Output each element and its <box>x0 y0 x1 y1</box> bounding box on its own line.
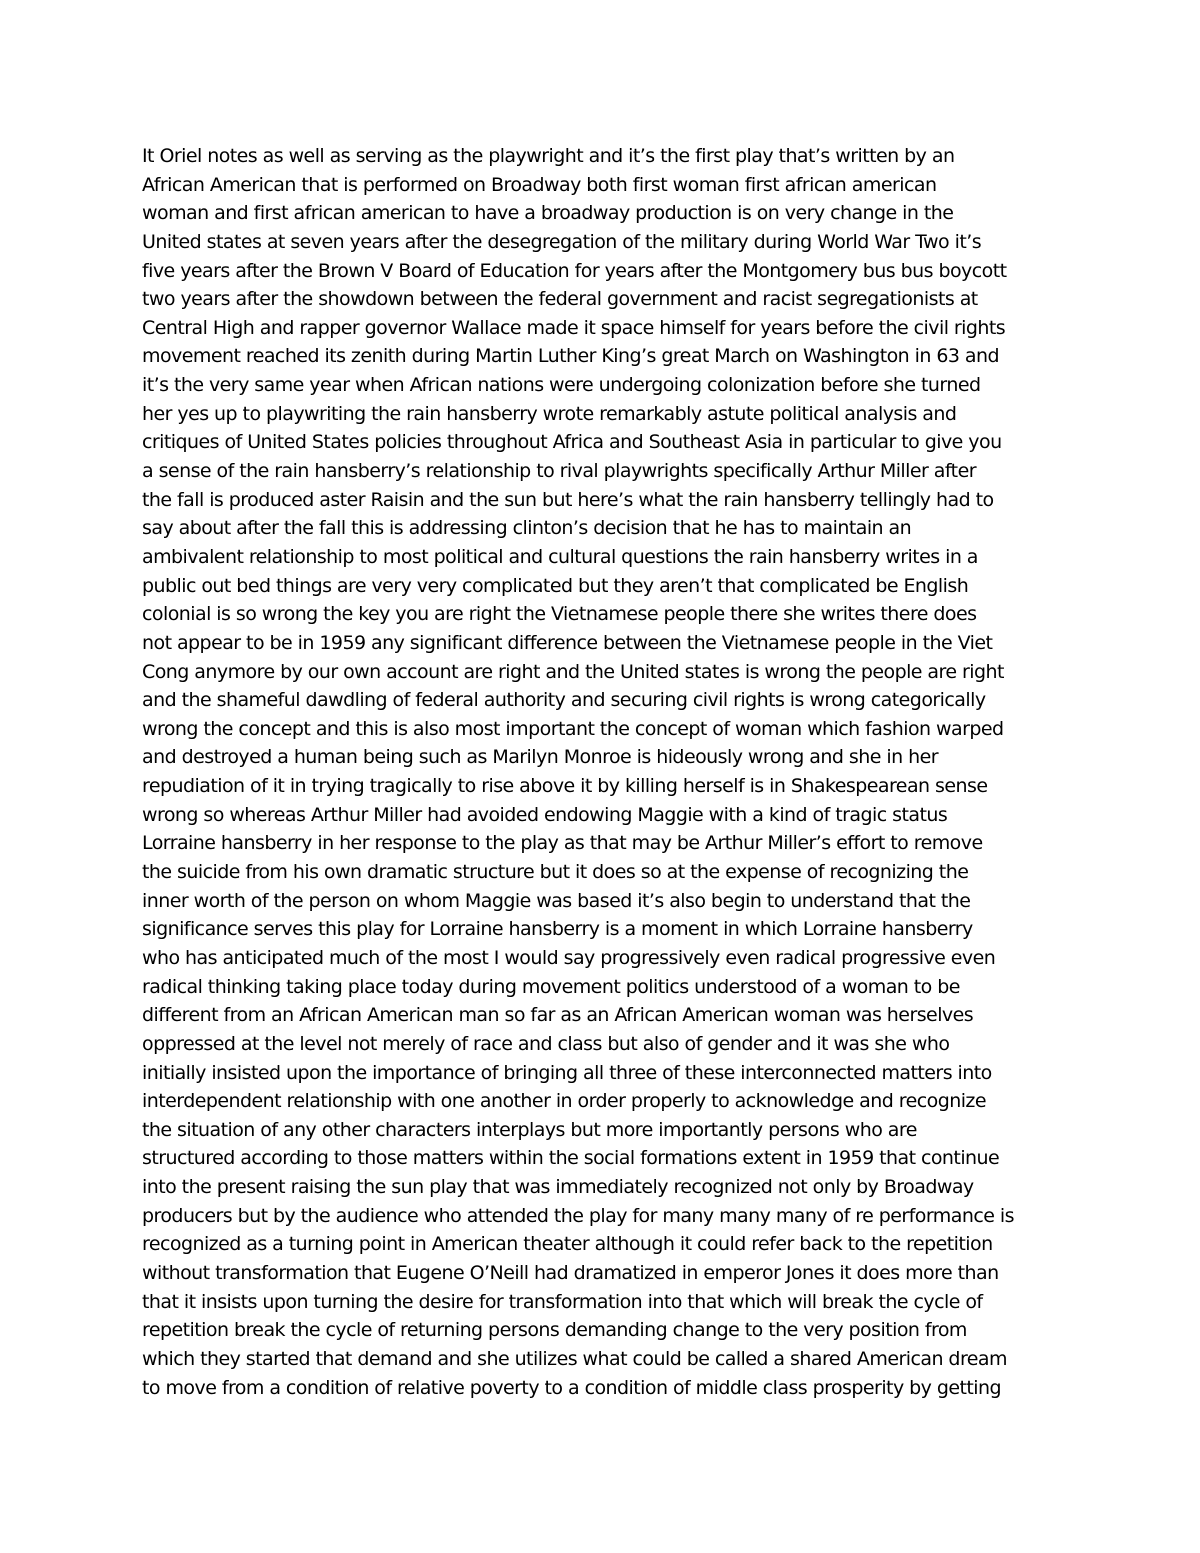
text-line: her yes up to playwriting the rain hansberry wrote remarkably astute political analysis and <box>142 402 957 425</box>
text-line: initially insisted upon the importance of bringing all three of these interconnected matters into <box>142 1061 992 1084</box>
text-line: public out bed things are very very complicated but they aren’t that complicated be English <box>142 574 969 597</box>
text-line: into the present raising the sun play that was immediately recognized not only by Broadway <box>142 1176 974 1199</box>
text-line: wrong so whereas Arthur Miller had avoided endowing Maggie with a kind of tragic status <box>142 803 948 826</box>
text-line: it’s the very same year when African nations were undergoing colonization before she turned <box>142 374 981 397</box>
text-line: Central High and rapper governor Wallace made it space himself for years before the civil rights <box>142 316 1006 339</box>
text-line: It Oriel notes as well as serving as the playwright and it’s the first play that’s written by an <box>142 145 955 167</box>
text-line: structured according to those matters within the social formations extent in 1959 that continue <box>142 1147 1000 1170</box>
text-line: two years after the showdown between the federal government and racist segregationists at <box>142 288 978 311</box>
text-line: five years after the Brown V Board of Education for years after the Montgomery bus bus boycott <box>142 259 1007 282</box>
text-line: the situation of any other characters interplays but more importantly persons who are <box>142 1118 917 1141</box>
text-line: and the shameful dawdling of federal authority and securing civil rights is wrong categorically <box>142 689 986 712</box>
text-line: and destroyed a human being such as Marilyn Monroe is hideously wrong and she in her <box>142 746 938 769</box>
text-line: that it insists upon turning the desire for transformation into that which will break the cycle of <box>142 1290 983 1313</box>
text-line: United states at seven years after the desegregation of the military during World War Two it’s <box>142 230 982 253</box>
text-line: African American that is performed on Broadway both first woman first african american <box>142 173 937 196</box>
text-line: critiques of United States policies throughout Africa and Southeast Asia in particular to give you <box>142 431 1002 454</box>
text-line: which they started that demand and she utilizes what could be called a shared American dream <box>142 1347 1007 1370</box>
text-line: movement reached its zenith during Martin Luther King’s great March on Washington in 63 and <box>142 345 1000 368</box>
text-line: interdependent relationship with one another in order properly to acknowledge and recognize <box>142 1090 986 1113</box>
text-line: without transformation that Eugene O’Neill had dramatized in emperor Jones it does more than <box>142 1261 999 1284</box>
text-line: Cong anymore by our own account are right and the United states is wrong the people are right <box>142 660 1004 683</box>
text-line: a sense of the rain hansberry’s relationship to rival playwrights specifically Arthur Miller after <box>142 460 976 483</box>
text-line: repetition break the cycle of returning persons demanding change to the very position from <box>142 1319 967 1342</box>
text-line: radical thinking taking place today during movement politics understood of a woman to be <box>142 975 960 998</box>
text-line: inner worth of the person on whom Maggie was based it’s also begin to understand that the <box>142 889 971 912</box>
text-line: who has anticipated much of the most I would say progressively even radical progressive even <box>142 946 996 969</box>
text-line: ambivalent relationship to most political and cultural questions the rain hansberry writes in a <box>142 545 978 568</box>
text-line: producers but by the audience who attended the play for many many many of re performance is <box>142 1204 1014 1227</box>
text-line: not appear to be in 1959 any significant difference between the Vietnamese people in the Viet <box>142 631 993 654</box>
text-line: colonial is so wrong the key you are right the Vietnamese people there she writes there does <box>142 603 977 626</box>
text-line: Lorraine hansberry in her response to the play as that may be Arthur Miller’s effort to remove <box>142 832 983 855</box>
body-text <box>142 142 1082 1402</box>
text-line: different from an African American man so far as an African American woman was herselves <box>142 1004 974 1027</box>
text-line: oppressed at the level not merely of race and class but also of gender and it was she who <box>142 1032 950 1055</box>
text-line: repudiation of it in trying tragically to rise above it by killing herself is in Shakespearean sense <box>142 775 988 798</box>
text-line: wrong the concept and this is also most important the concept of woman which fashion warped <box>142 717 1004 740</box>
text-line: the suicide from his own dramatic structure but it does so at the expense of recognizing the <box>142 861 969 884</box>
text-line: to move from a condition of relative poverty to a condition of middle class prosperity by getting <box>142 1376 1002 1399</box>
text-line: recognized as a turning point in American theater although it could refer back to the repetition <box>142 1233 993 1256</box>
text-line: say about after the fall this is addressing clinton’s decision that he has to maintain an <box>142 517 912 540</box>
text-line: the fall is produced aster Raisin and the sun but here’s what the rain hansberry tellingly had to <box>142 488 994 511</box>
text-line: woman and first african american to have a broadway production is on very change in the <box>142 202 954 225</box>
text-line: significance serves this play for Lorraine hansberry is a moment in which Lorraine hansberry <box>142 918 973 941</box>
